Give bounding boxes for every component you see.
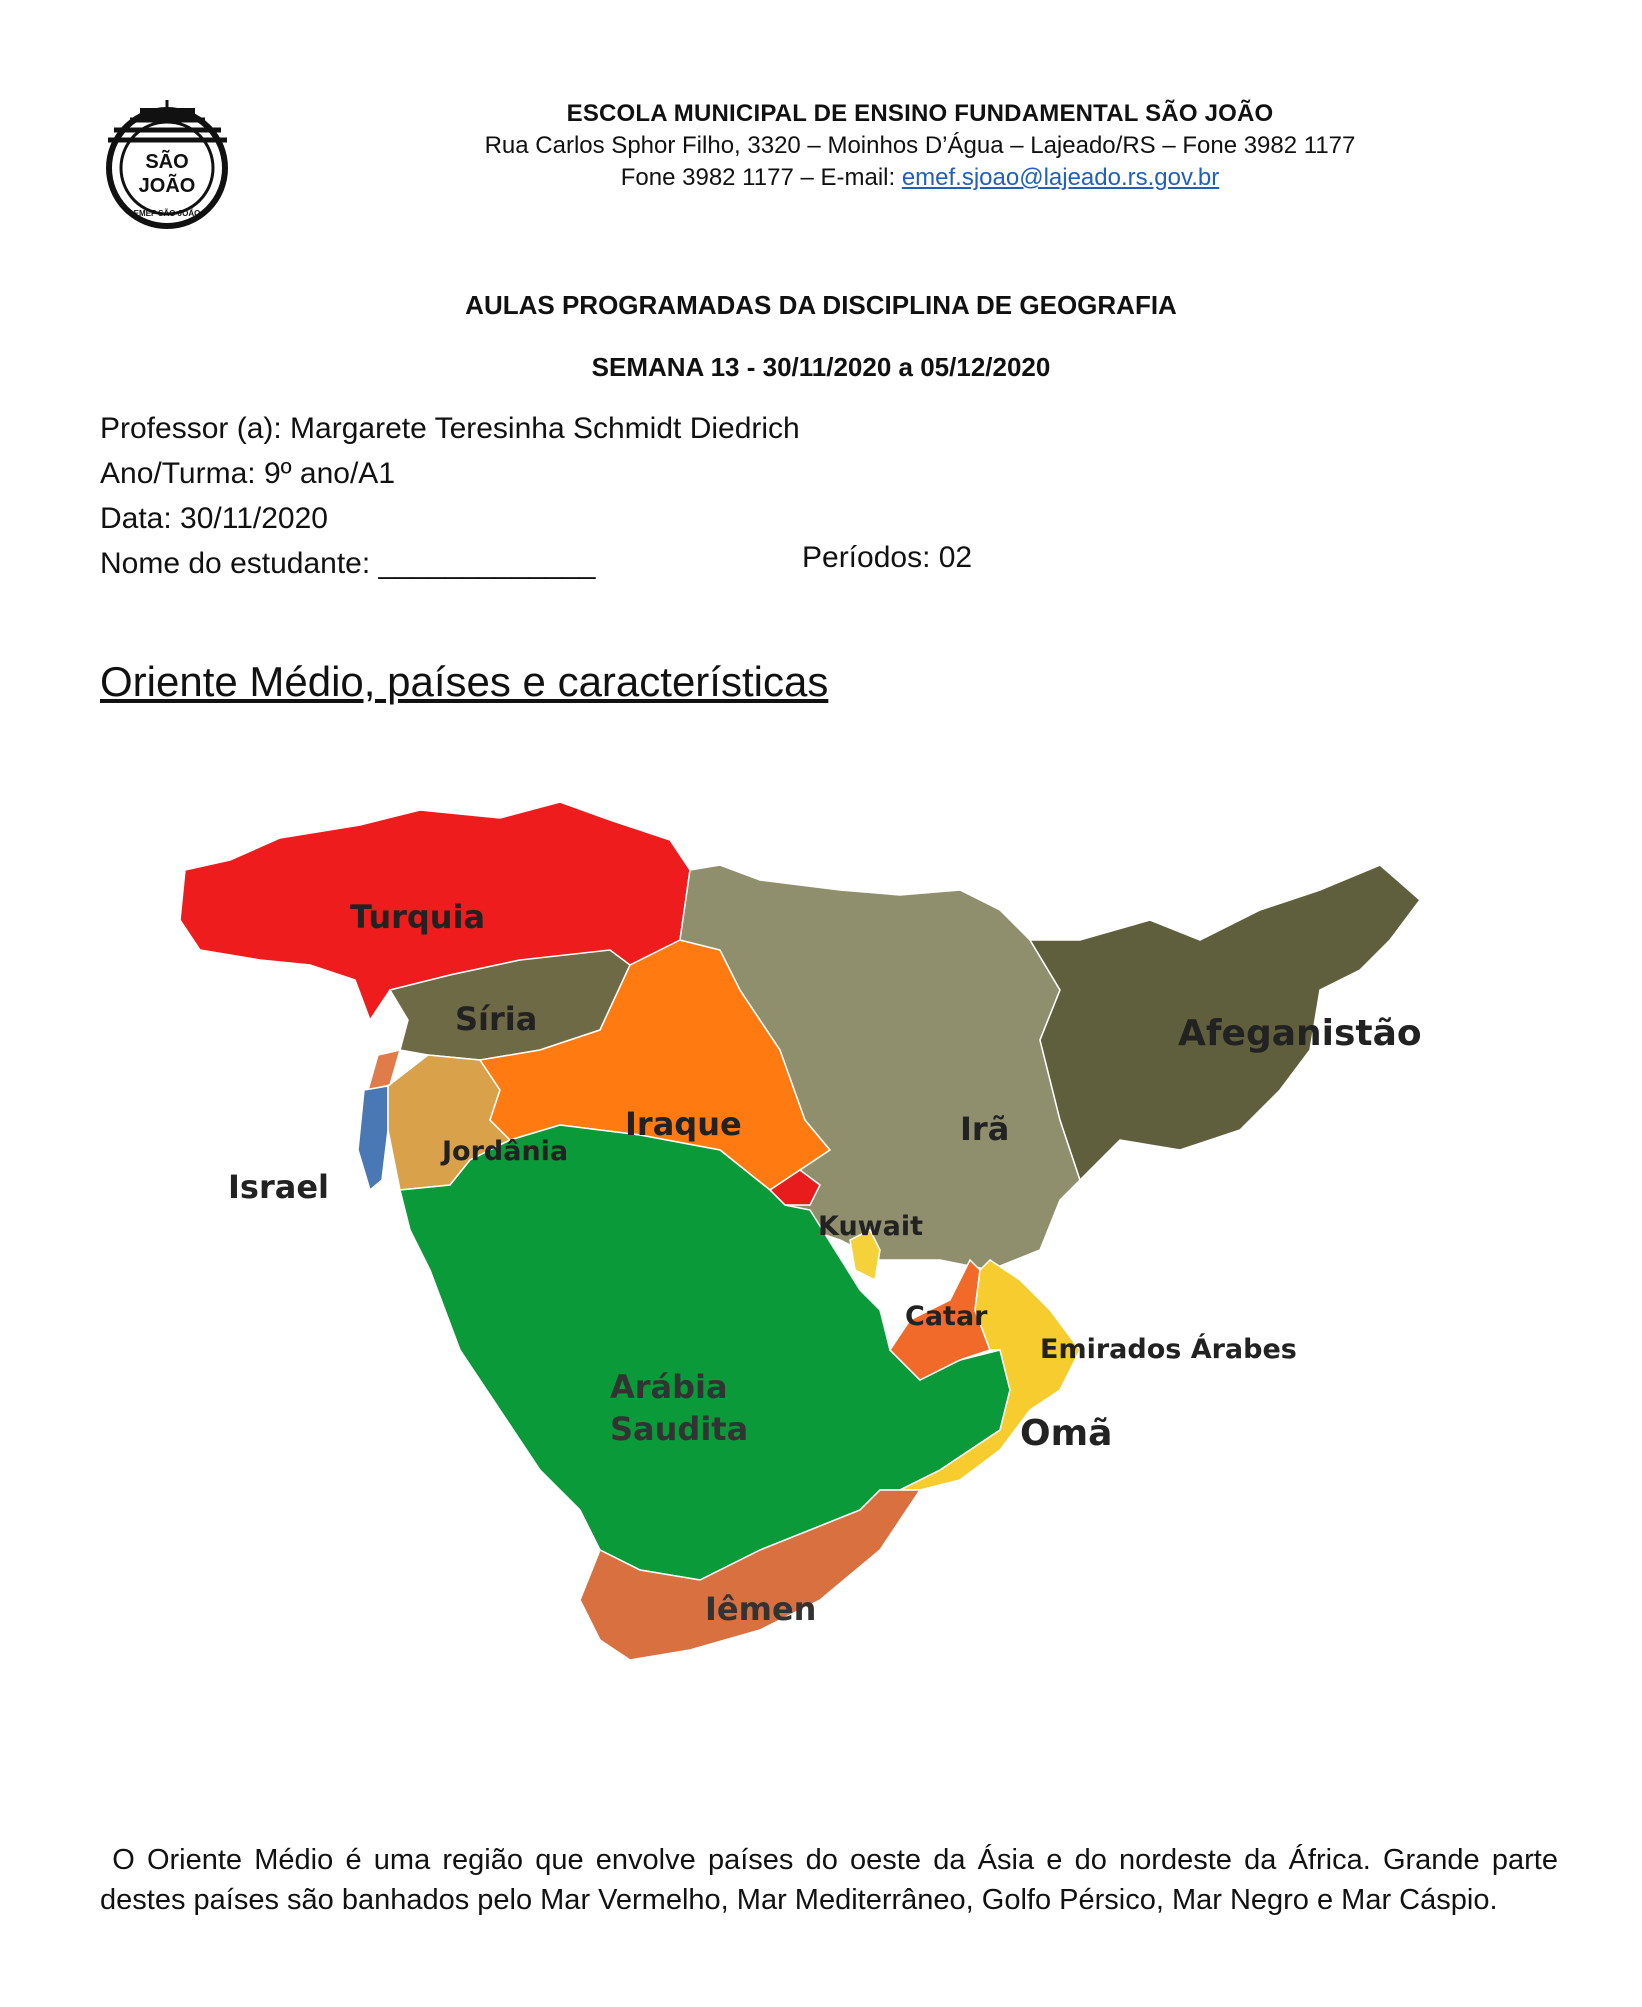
label-emirados: Emirados Árabes (1040, 1334, 1297, 1365)
label-iemen: Iêmen (705, 1590, 817, 1628)
label-afeganistao: Afeganistão (1178, 1013, 1422, 1054)
label-jordania: Jordânia (442, 1136, 569, 1167)
student-name-line: Nome do estudante: _____________ (100, 547, 596, 580)
intro-paragraph (100, 1840, 1558, 1920)
label-turquia: Turquia (350, 898, 486, 936)
section-title: Oriente Médio, países e características (100, 658, 829, 705)
logo-text-line1: SÃO (145, 151, 189, 173)
week-title: SEMANA 13 - 30/11/2020 a 05/12/2020 (591, 352, 1051, 382)
label-ira: Irã (960, 1110, 1010, 1148)
school-contact (300, 164, 1540, 192)
logo-ring-text: EMEF SÃO JOÃO (133, 209, 201, 218)
label-arabia-2: Saudita (610, 1410, 749, 1448)
course-title: AULAS PROGRAMADAS DA DISCIPLINA DE GEOGRAFIA (465, 290, 1177, 320)
contact-phone: Fone 3982 1177 – E-mail: (620, 164, 902, 191)
school-logo (100, 100, 235, 230)
school-name: ESCOLA MUNICIPAL DE ENSINO FUNDAMENTAL SÃO JOÃO (566, 100, 1274, 127)
label-catar: Catar (905, 1301, 988, 1332)
date-line: Data: 30/11/2020 (100, 502, 328, 535)
logo-text-line2: JOÃO (138, 175, 196, 197)
student-info (100, 406, 800, 586)
intro-text: O Oriente Médio é uma região que envolve países do oeste da Ásia e do nordeste da África. Grande parte destes países são banhados pelo Mar Vermelho, Mar Mediterrâneo, Golfo Pérsico, Mar Negro e Mar Cáspio. (100, 1844, 1558, 1916)
label-israel: Israel (228, 1168, 329, 1206)
periods-line: Períodos: 02 (802, 541, 973, 574)
school-header (300, 100, 1540, 192)
region-israel (358, 1086, 388, 1190)
label-oma: Omã (1020, 1413, 1113, 1454)
label-kuwait: Kuwait (818, 1211, 923, 1242)
email-link[interactable]: emef.sjoao@lajeado.rs.gov.br (901, 164, 1220, 191)
turma-line: Ano/Turma: 9º ano/A1 (100, 457, 396, 490)
label-siria: Síria (455, 1000, 538, 1038)
label-arabia-1: Arábia (610, 1368, 728, 1406)
label-iraque: Iraque (625, 1105, 742, 1143)
middle-east-map (160, 790, 1590, 1750)
school-address: Rua Carlos Sphor Filho, 3320 – Moinhos D’Água – Lajeado/RS – Fone 3982 1177 (484, 132, 1356, 159)
professor-line: Professor (a): Margarete Teresinha Schmidt Diedrich (100, 412, 800, 445)
